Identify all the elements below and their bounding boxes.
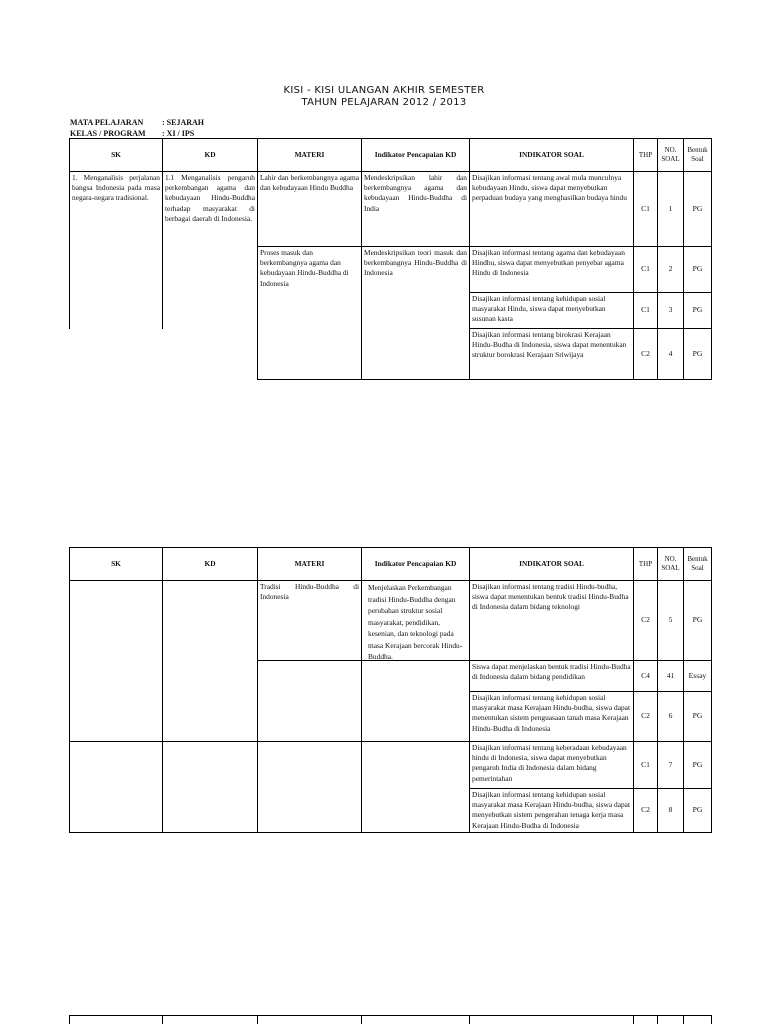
rule: [69, 1015, 712, 1016]
bentuk-soal-value: PG: [692, 348, 703, 358]
header-no-soal: NO. SOAL: [661, 555, 680, 572]
header-kd: KD: [204, 149, 216, 159]
sk-text: 1. Menganalisis perjalanan bangsa Indonesia pada masa negara-negara tradisional.: [72, 173, 160, 203]
indikator-soal-text: Disajikan informasi tentang tradisi Hindu-budha, siswa dapat menentukan bentuk tradisi Hindu-Budha di Indonesia dalam bidang teknologi: [472, 582, 629, 612]
header-thp: THP: [638, 559, 653, 568]
no-soal-value: 8: [668, 805, 673, 815]
thp-value: C2: [641, 711, 650, 721]
header-no-soal: NO. SOAL: [661, 146, 680, 163]
thp-value: C2: [641, 615, 650, 625]
bentuk-soal-value: PG: [692, 203, 703, 213]
rule: [469, 1015, 470, 1024]
rule: [683, 1015, 684, 1024]
kd-text: 1.1 Menganalisis pengaruh perkembangan agama dan kebudayaan Hindu-Buddha terhadap masyarakat di berbagai daerah di Indonesia.: [165, 173, 255, 223]
thp-value: C2: [641, 348, 650, 358]
rule: [361, 1015, 362, 1024]
document-title: KISI - KISI ULANGAN AKHIR SEMESTER: [283, 85, 485, 96]
class-label: KELAS / PROGRAM: [70, 129, 146, 138]
indikator-kd-text: Menjelaskan Perkembangan tradisi Hindu-Buddha dengan perubahan struktur sosial masyarakat, pendidikan, kesenian, dan teknologi pada masa Kerajaan bercorak Hindu-Buddha.: [368, 583, 463, 660]
thp-value: C1: [641, 264, 650, 274]
bentuk-soal-value: PG: [692, 264, 703, 274]
class-line: [70, 129, 194, 138]
rule: [257, 379, 712, 380]
header-bentuk-soal: Bentuk Soal: [687, 146, 708, 163]
bentuk-soal-value: Essay: [688, 670, 707, 680]
subject-label: MATA PELAJARAN: [70, 118, 144, 127]
thp-value: C4: [641, 670, 650, 680]
rule: [711, 138, 712, 380]
thp-value: C1: [641, 305, 650, 315]
materi-text: Proses masuk dan berkembangnya agama dan kebudayaan Hindu-Buddha di Indonesia: [260, 248, 349, 288]
materi-text: Lahir dan berkembangnya agama dan kebudayaan Hindu Buddha: [260, 173, 359, 193]
subject-value: : SEJARAH: [162, 118, 205, 127]
header-sk: SK: [111, 558, 121, 568]
header-indikator-soal: INDIKATOR SOAL: [519, 558, 584, 568]
no-soal-value: 5: [668, 615, 673, 625]
rule: [657, 1015, 658, 1024]
no-soal-value: 41: [666, 670, 675, 680]
rule: [162, 1015, 163, 1024]
rule: [711, 1015, 712, 1024]
rule: [257, 1015, 258, 1024]
no-soal-value: 7: [668, 759, 673, 769]
rule: [162, 547, 163, 833]
bentuk-soal-value: PG: [692, 759, 703, 769]
document-subtitle: TAHUN PELAJARAN 2012 / 2013: [301, 97, 467, 108]
indikator-soal-text: Disajikan informasi tentang agama dan kebudayaan Hindhu, siswa dapat menyebutkan penyebar agama Hindu di Indonesia: [472, 248, 625, 278]
no-soal-value: 4: [668, 348, 673, 358]
header-materi: MATERI: [294, 558, 325, 568]
header-indikator-soal: INDIKATOR SOAL: [519, 149, 584, 159]
indikator-soal-text: Siswa dapat menjelaskan bentuk tradisi Hindu-Budha di Indonesia dalam bidang pendidikan: [472, 662, 631, 682]
bentuk-soal-value: PG: [692, 805, 703, 815]
thp-value: C1: [641, 203, 650, 213]
bentuk-soal-value: PG: [692, 305, 703, 315]
no-soal-value: 6: [668, 711, 673, 721]
rule: [69, 547, 70, 833]
indikator-soal-text: Disajikan informasi tentang keberadaan kebudayaan hindu di Indonesia, siswa dapat menyebutkan pengaruh India di Indonesia dalam bidang pemerintahan: [472, 743, 627, 783]
header-indikator-kd: Indikator Pencapaian KD: [374, 558, 457, 568]
thp-value: C2: [641, 805, 650, 815]
indikator-kd-text: Mendeskripsikan teori masuk dan berkembangnya Hindu-Buddha di Indonesia: [364, 248, 467, 278]
header-materi: MATERI: [294, 149, 325, 159]
class-value: : XI / IPS: [162, 129, 195, 138]
no-soal-value: 2: [668, 264, 673, 274]
materi-text: Tradisi Hindu-Buddha di Indonesia: [260, 582, 359, 602]
header-indikator-kd: Indikator Pencapaian KD: [374, 149, 457, 159]
indikator-soal-text: Disajikan informasi tentang kehidupan sosial masyarakat masa Kerajaan Hindu-budha, siswa dapat menyebutkan sistem pengerahan tenaga kerja masa Kerajaan Hindu-Budha di Indonesia: [472, 790, 631, 830]
indikator-soal-text: Disajikan informasi tentang kehidupan sosial masyarakat masa Kerajaan Hindu-budha, siswa dapat menentukan sistem penguasaan tanah masa Kerajaan Hindu-Budha di Indonesia: [472, 693, 631, 733]
indikator-soal-text: Disajikan informasi tentang kehidupan sosial masyarakat Hindu, siswa dapat menyebutkan susunan kasta: [472, 294, 606, 324]
no-soal-value: 3: [668, 305, 673, 315]
no-soal-value: 1: [668, 203, 673, 213]
indikator-soal-text: Disajikan informasi tentang birokrasi Kerajaan Hindu-Budha di Indonesia, siswa dapat menentukan struktur borokrasi Kerajaan Sriwijaya: [472, 330, 627, 360]
indikator-soal-text: Disajikan informasi tentang awal mula munculnya kebudayaan Hindu, siswa dapat menyebutkan perpaduan budaya yang menghasilkan budaya hindu: [472, 173, 627, 203]
bentuk-soal-value: PG: [692, 711, 703, 721]
rule: [69, 832, 712, 833]
rule: [69, 1015, 70, 1024]
rule: [633, 1015, 634, 1024]
indikator-kd-text: Mendeskripsikan lahir dan berkembangnya agama dan kebudayaan Hindu-Buddha di India: [364, 173, 467, 213]
bentuk-soal-value: PG: [692, 615, 703, 625]
header-bentuk-soal: Bentuk Soal: [687, 555, 708, 572]
thp-value: C1: [641, 759, 650, 769]
rule: [711, 547, 712, 833]
header-sk: SK: [111, 149, 121, 159]
subject-line: [70, 118, 204, 127]
header-kd: KD: [204, 558, 216, 568]
header-thp: THP: [638, 150, 653, 159]
